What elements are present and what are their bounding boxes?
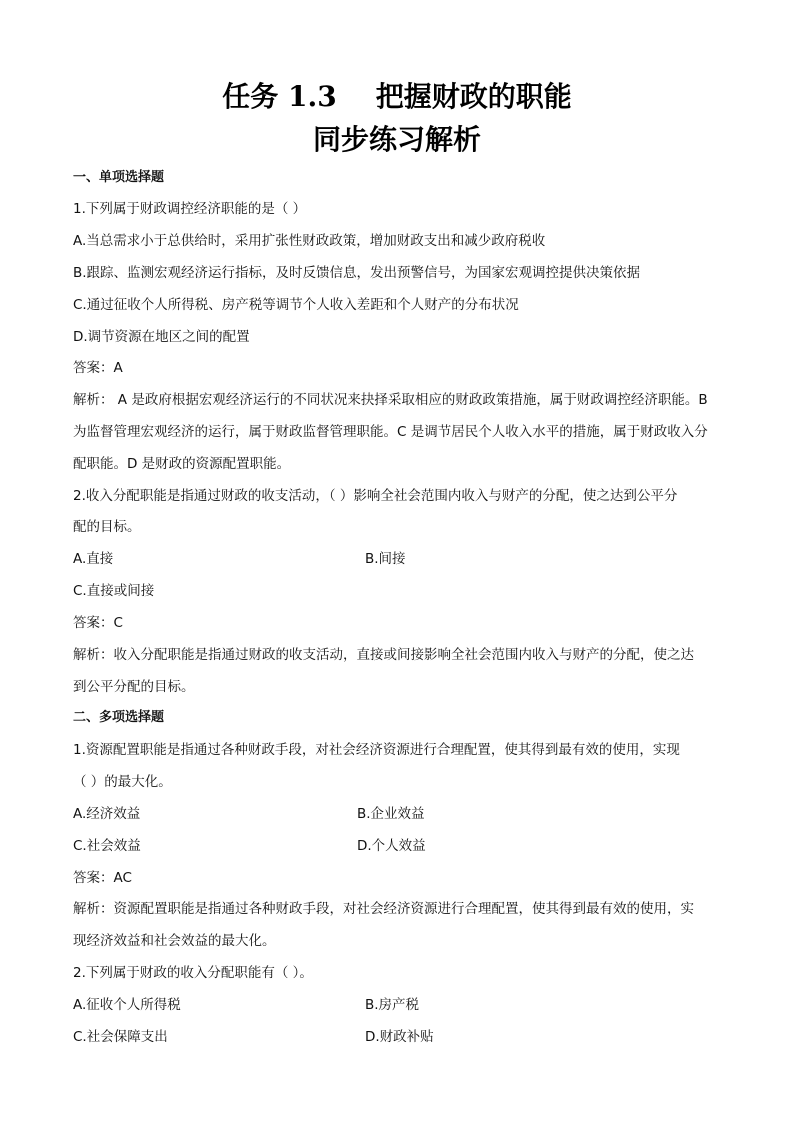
question-stem-continued: （ ）的最大化。	[73, 774, 172, 790]
analysis-line: 解析： A 是政府根据宏观经济运行的不同状况来抉择采取相应的财政政策措施，属于财政调控经济职能。B	[73, 392, 708, 408]
answer-text: 答案：A	[73, 360, 123, 376]
option-a: A.当总需求小于总供给时，采用扩张性财政政策，增加财政支出和减少政府税收	[73, 233, 546, 249]
option-b: B.房产税	[365, 997, 420, 1013]
option-b: B.间接	[365, 551, 406, 567]
option-d: D.财政补贴	[365, 1029, 434, 1045]
section-heading-multiple-choice: 二、多项选择题	[73, 710, 165, 725]
analysis-line: 配职能。D 是财政的资源配置职能。	[73, 456, 291, 472]
question-stem: 1.资源配置职能是指通过各种财政手段，对社会经济资源进行合理配置，使其得到最有效的使用，实现	[73, 742, 680, 758]
option-c: C.社会效益	[73, 838, 141, 854]
option-c: C.社会保障支出	[73, 1029, 168, 1045]
analysis-line: 解析：收入分配职能是指通过财政的收支活动，直接或间接影响全社会范围内收入与财产的分配，使之达	[73, 647, 694, 663]
option-a: A.征收个人所得税	[73, 997, 181, 1013]
option-d: D.调节资源在地区之间的配置	[73, 329, 250, 345]
option-c: C.直接或间接	[73, 583, 155, 599]
question-stem-continued: 配的目标。	[73, 519, 141, 535]
option-a: A.直接	[73, 551, 114, 567]
analysis-line: 到公平分配的目标。	[73, 679, 195, 695]
answer-text: 答案：C	[73, 615, 123, 631]
analysis-line: 解析：资源配置职能是指通过各种财政手段，对社会经济资源进行合理配置，使其得到最有效的使用，实	[73, 901, 694, 917]
document-subtitle: 同步练习解析	[312, 123, 481, 156]
option-c: C.通过征收个人所得税、房产税等调节个人收入差距和个人财产的分布状况	[73, 297, 519, 313]
option-a: A.经济效益	[73, 806, 141, 822]
document-title: 任务 1.3 把握财政的职能	[222, 80, 572, 113]
question-stem: 2.收入分配职能是指通过财政的收支活动，（ ）影响全社会范围内收入与财产的分配，使之达到公平分	[73, 488, 678, 504]
answer-text: 答案：AC	[73, 870, 132, 886]
analysis-line: 现经济效益和社会效益的最大化。	[73, 933, 276, 949]
analysis-line: 为监督管理宏观经济的运行，属于财政监督管理职能。C 是调节居民个人收入水平的措施，属于财政收入分	[73, 424, 708, 440]
question-stem: 2.下列属于财政的收入分配职能有（ ）。	[73, 965, 313, 981]
option-b: B.跟踪、监测宏观经济运行指标，及时反馈信息，发出预警信号，为国家宏观调控提供决策依据	[73, 265, 641, 281]
question-stem: 1.下列属于财政调控经济职能的是（ ）	[73, 201, 307, 217]
option-b: B.企业效益	[357, 806, 425, 822]
option-d: D.个人效益	[357, 838, 426, 854]
section-heading-single-choice: 一、单项选择题	[73, 170, 165, 185]
